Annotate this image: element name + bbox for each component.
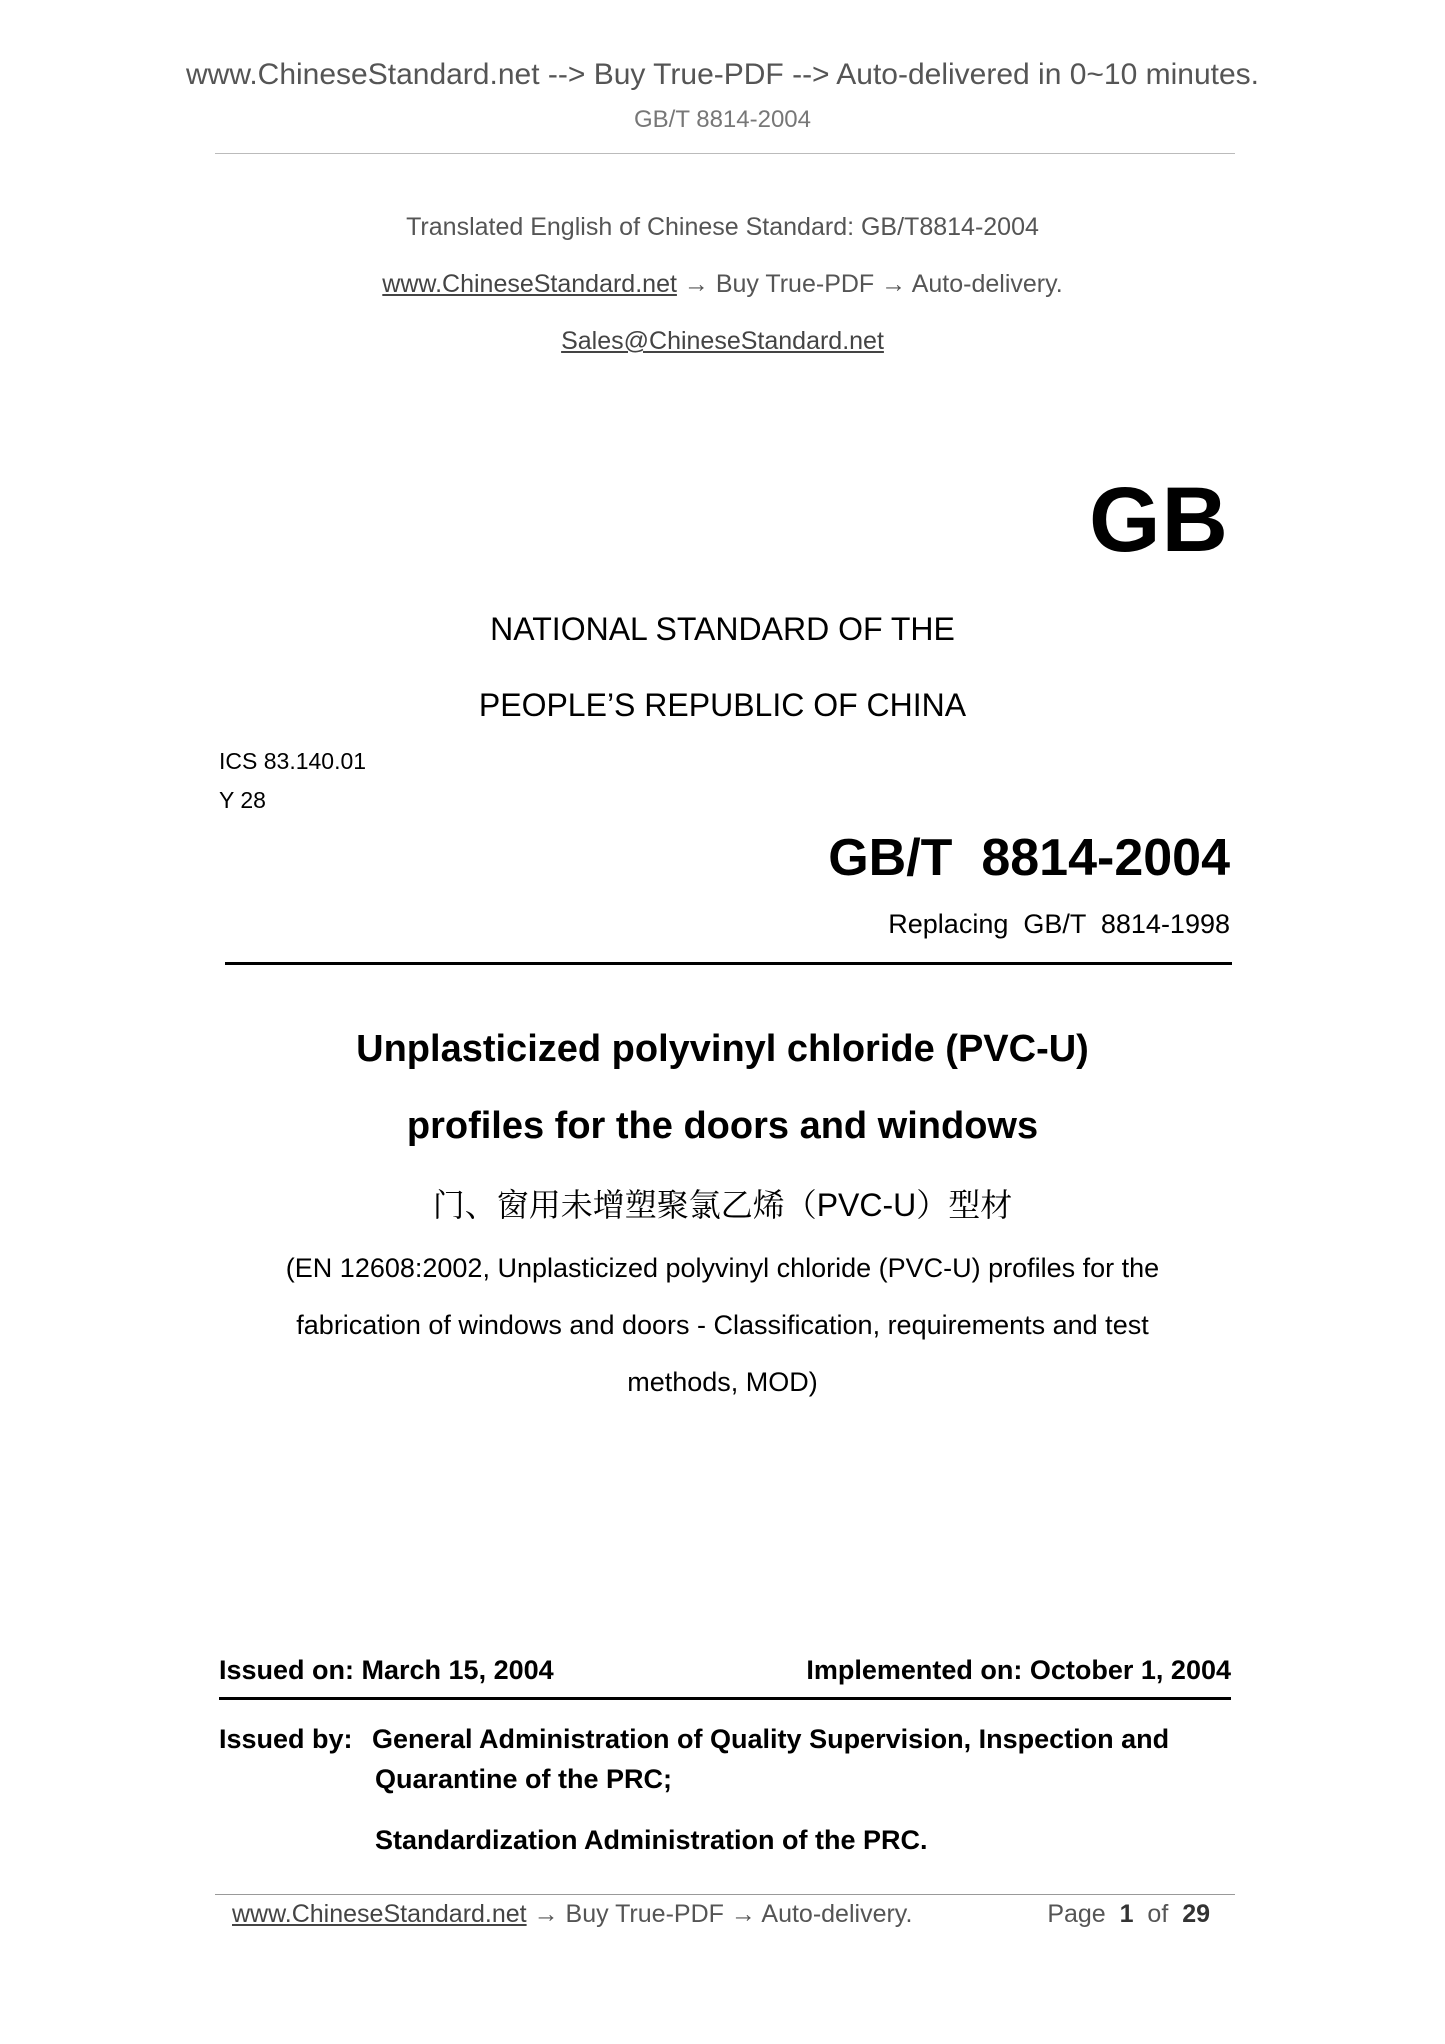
issued-by-label: Issued by: bbox=[219, 1724, 353, 1754]
equiv-line-2: fabrication of windows and doors - Classification, requirements and test bbox=[296, 1310, 1149, 1340]
issued-by-line-1: General Administration of Quality Supervision, Inspection and bbox=[372, 1724, 1170, 1754]
title-cn: 门、窗用未增塑聚氯乙烯（PVC-U）型材 bbox=[432, 1187, 1013, 1223]
header-doc-code: GB/T 8814-2004 bbox=[633, 106, 811, 133]
issued-by-line-2: Quarantine of the PRC; bbox=[375, 1764, 673, 1794]
gb-mark: GB bbox=[1089, 469, 1229, 571]
standard-number: GB/T 8814-2004 bbox=[828, 829, 1230, 887]
header-divider bbox=[215, 153, 1235, 154]
page-indicator bbox=[1047, 1900, 1210, 1929]
equiv-line-1: (EN 12608:2002, Unplasticized polyvinyl chloride (PVC-U) profiles for the bbox=[285, 1253, 1160, 1283]
national-line-2: PEOPLE’S REPUBLIC OF CHINA bbox=[478, 687, 967, 723]
ccs-code: Y 28 bbox=[219, 787, 266, 813]
site-link[interactable]: www.ChineseStandard.net bbox=[382, 270, 677, 298]
header-promo-line: www.ChineseStandard.net --> Buy True-PDF --> Auto-delivered in 0~10 minutes. bbox=[185, 58, 1260, 91]
dates-divider bbox=[219, 1697, 1231, 1700]
title-en-line-2: profiles for the doors and windows bbox=[406, 1105, 1039, 1147]
page-current: 1 bbox=[1119, 1900, 1134, 1928]
issued-by-line-3: Standardization Administration of the PRC. bbox=[375, 1825, 928, 1855]
translation-title: Translated English of Chinese Standard: GB/T8814-2004 bbox=[406, 213, 1039, 241]
page-of: of bbox=[1147, 1900, 1169, 1928]
issued-on: Issued on: March 15, 2004 bbox=[219, 1655, 554, 1685]
replacing-note: Replacing GB/T 8814-1998 bbox=[888, 909, 1230, 939]
footer-site-link[interactable]: www.ChineseStandard.net bbox=[232, 1900, 527, 1928]
footer-site-line bbox=[232, 1900, 912, 1929]
email-line bbox=[0, 327, 1445, 356]
footer-site-suffix: → Buy True-PDF → Auto-delivery. bbox=[526, 1900, 913, 1928]
title-en-line-1: Unplasticized polyvinyl chloride (PVC-U) bbox=[356, 1028, 1089, 1070]
site-suffix: → Buy True-PDF → Auto-delivery. bbox=[676, 270, 1063, 298]
page-total: 29 bbox=[1182, 1900, 1210, 1928]
email-link[interactable]: Sales@ChineseStandard.net bbox=[561, 327, 884, 355]
title-divider bbox=[225, 962, 1232, 965]
ics-code: ICS 83.140.01 bbox=[219, 748, 367, 774]
page-label: Page bbox=[1047, 1900, 1106, 1928]
translation-site-line bbox=[0, 270, 1445, 299]
implemented-on: Implemented on: October 1, 2004 bbox=[806, 1655, 1231, 1685]
national-line-1: NATIONAL STANDARD OF THE bbox=[490, 611, 955, 647]
equiv-line-3: methods, MOD) bbox=[627, 1367, 818, 1397]
footer-divider bbox=[215, 1894, 1235, 1895]
